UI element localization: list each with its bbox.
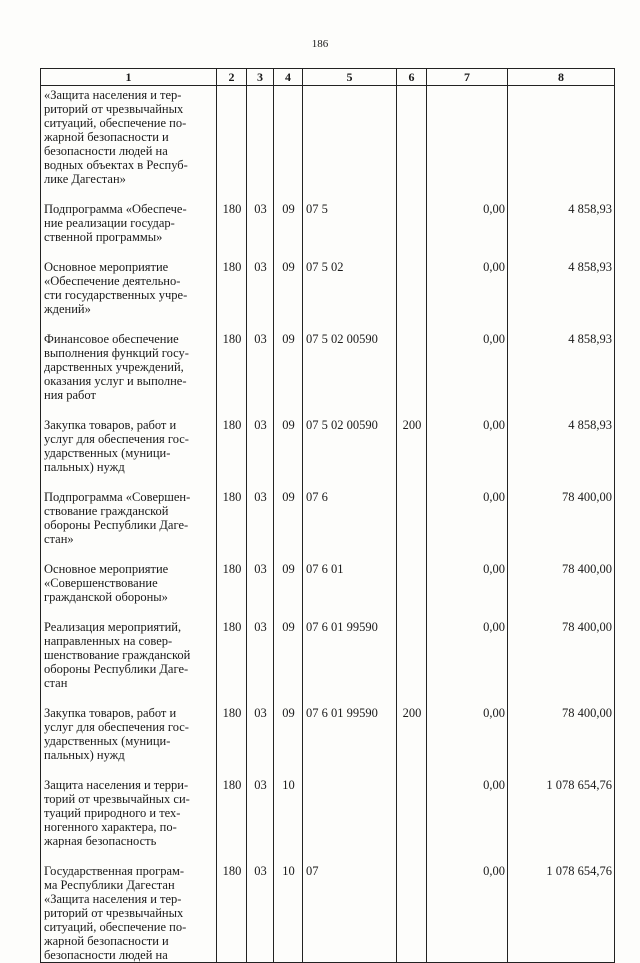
target-article-cell: 07 5 02 xyxy=(303,258,397,330)
admin-code-cell: 180 xyxy=(217,618,247,704)
target-article-cell: 07 6 01 xyxy=(303,560,397,618)
section-cell: 03 xyxy=(247,776,274,862)
item-name-line: дарственных учреждений, xyxy=(44,360,184,374)
table-row xyxy=(41,618,615,704)
subsection-cell: 09 xyxy=(274,560,303,618)
column-header-2: 2 xyxy=(217,69,247,86)
admin-code-cell: 180 xyxy=(217,416,247,488)
item-name-line: Реализация мероприятий, xyxy=(44,620,182,634)
target-article-cell: 07 5 xyxy=(303,200,397,258)
expense-type-cell: 200 xyxy=(397,704,427,776)
section-cell: 03 xyxy=(247,200,274,258)
amount-col7-cell: 0,00 xyxy=(427,776,508,862)
amount-col7-cell: 0,00 xyxy=(427,618,508,704)
item-name-line: ногенного характера, по- xyxy=(44,820,177,834)
item-name-line: торий от чрезвычайных си- xyxy=(44,792,190,806)
item-name-line: ударственных (муници- xyxy=(44,446,171,460)
item-name-line: «Защита населения и тер- xyxy=(44,892,182,906)
item-name-line: стан xyxy=(44,676,68,690)
item-name-line: «Защита населения и тер- xyxy=(44,88,182,102)
section-cell: 03 xyxy=(247,416,274,488)
target-article-cell: 07 6 01 99590 xyxy=(303,618,397,704)
target-article-cell xyxy=(303,86,397,201)
amount-col8-cell: 1 078 654,76 xyxy=(508,862,615,963)
admin-code-cell: 180 xyxy=(217,560,247,618)
item-name-line: обороны Республики Даге- xyxy=(44,662,189,676)
item-name-cell xyxy=(41,488,217,560)
item-name-line: ударственных (муници- xyxy=(44,734,171,748)
expense-type-cell xyxy=(397,618,427,704)
item-name-cell xyxy=(41,618,217,704)
admin-code-cell: 180 xyxy=(217,258,247,330)
item-name-line: Закупка товаров, работ и xyxy=(44,706,177,720)
amount-col7-cell: 0,00 xyxy=(427,258,508,330)
item-name-line: безопасности людей на xyxy=(44,948,168,962)
amount-col8-cell: 78 400,00 xyxy=(508,560,615,618)
item-name-line: «Обеспечение деятельно- xyxy=(44,274,181,288)
subsection-cell: 09 xyxy=(274,618,303,704)
item-name-line: ние реализации государ- xyxy=(44,216,175,230)
target-article-cell xyxy=(303,776,397,862)
item-name-line: пальных) нужд xyxy=(44,748,125,762)
item-name-line: ситуаций, обеспечение по- xyxy=(44,920,187,934)
expense-type-cell xyxy=(397,488,427,560)
amount-col7-cell: 0,00 xyxy=(427,704,508,776)
item-name-cell xyxy=(41,862,217,963)
amount-col8-cell: 78 400,00 xyxy=(508,618,615,704)
item-name-line: гражданской обороны» xyxy=(44,590,168,604)
item-name-line: стан» xyxy=(44,532,74,546)
item-name-line: сти государственных учре- xyxy=(44,288,188,302)
subsection-cell: 09 xyxy=(274,330,303,416)
expense-type-cell xyxy=(397,776,427,862)
amount-col8-cell xyxy=(508,86,615,201)
item-name-line: ждений» xyxy=(44,302,91,316)
subsection-cell: 09 xyxy=(274,258,303,330)
item-name-line: «Совершенствование xyxy=(44,576,158,590)
item-name-line: ния работ xyxy=(44,388,96,402)
header-row xyxy=(41,69,615,86)
expense-type-cell xyxy=(397,200,427,258)
expense-type-cell xyxy=(397,330,427,416)
item-name-line: жарная безопасность xyxy=(44,834,157,848)
item-name-line: ситуаций, обеспечение по- xyxy=(44,116,187,130)
amount-col7-cell: 0,00 xyxy=(427,416,508,488)
item-name-line: Основное мероприятие xyxy=(44,260,169,274)
item-name-cell xyxy=(41,416,217,488)
target-article-cell: 07 6 01 99590 xyxy=(303,704,397,776)
item-name-line: Государственная програм- xyxy=(44,864,185,878)
item-name-cell xyxy=(41,330,217,416)
column-header-7: 7 xyxy=(427,69,508,86)
section-cell: 03 xyxy=(247,618,274,704)
item-name-line: Основное мероприятие xyxy=(44,562,169,576)
admin-code-cell: 180 xyxy=(217,862,247,963)
item-name-line: жарной безопасности и xyxy=(44,130,169,144)
target-article-cell: 07 6 xyxy=(303,488,397,560)
item-name-line: риторий от чрезвычайных xyxy=(44,102,184,116)
table-row xyxy=(41,258,615,330)
item-name-line: оказания услуг и выполне- xyxy=(44,374,187,388)
expense-type-cell xyxy=(397,862,427,963)
amount-col8-cell: 4 858,93 xyxy=(508,200,615,258)
table-body xyxy=(41,86,615,963)
column-header-3: 3 xyxy=(247,69,274,86)
amount-col7-cell: 0,00 xyxy=(427,200,508,258)
table-row xyxy=(41,776,615,862)
item-name-line: пальных) нужд xyxy=(44,460,125,474)
target-article-cell: 07 xyxy=(303,862,397,963)
column-header-1: 1 xyxy=(41,69,217,86)
item-name-line: Финансовое обеспечение xyxy=(44,332,179,346)
amount-col8-cell: 1 078 654,76 xyxy=(508,776,615,862)
section-cell: 03 xyxy=(247,488,274,560)
table-row xyxy=(41,862,615,963)
column-header-4: 4 xyxy=(274,69,303,86)
amount-col7-cell: 0,00 xyxy=(427,560,508,618)
admin-code-cell xyxy=(217,86,247,201)
item-name-line: Закупка товаров, работ и xyxy=(44,418,177,432)
item-name-line: шенствование гражданской xyxy=(44,648,191,662)
subsection-cell xyxy=(274,86,303,201)
subsection-cell: 10 xyxy=(274,776,303,862)
table-row xyxy=(41,560,615,618)
subsection-cell: 10 xyxy=(274,862,303,963)
item-name-line: услуг для обеспечения гос- xyxy=(44,720,189,734)
budget-table xyxy=(40,68,615,963)
item-name-cell xyxy=(41,200,217,258)
amount-col8-cell: 78 400,00 xyxy=(508,704,615,776)
item-name-line: Подпрограмма «Обеспече- xyxy=(44,202,187,216)
page-number: 186 xyxy=(311,38,329,50)
target-article-cell: 07 5 02 00590 xyxy=(303,416,397,488)
item-name-line: услуг для обеспечения гос- xyxy=(44,432,189,446)
section-cell: 03 xyxy=(247,258,274,330)
column-header-5: 5 xyxy=(303,69,397,86)
item-name-line: Подпрограмма «Совершен- xyxy=(44,490,191,504)
item-name-line: безопасности людей на xyxy=(44,144,168,158)
item-name-line: ственной программы» xyxy=(44,230,163,244)
table-row xyxy=(41,704,615,776)
subsection-cell: 09 xyxy=(274,488,303,560)
target-article-cell: 07 5 02 00590 xyxy=(303,330,397,416)
section-cell: 03 xyxy=(247,330,274,416)
amount-col8-cell: 4 858,93 xyxy=(508,258,615,330)
item-name-line: ствование гражданской xyxy=(44,504,169,518)
section-cell xyxy=(247,86,274,201)
subsection-cell: 09 xyxy=(274,416,303,488)
item-name-line: ма Республики Дагестан xyxy=(44,878,175,892)
item-name-line: водных объектах в Респуб- xyxy=(44,158,188,172)
table-row xyxy=(41,200,615,258)
table-row xyxy=(41,86,615,201)
section-cell: 03 xyxy=(247,704,274,776)
section-cell: 03 xyxy=(247,862,274,963)
item-name-cell xyxy=(41,258,217,330)
expense-type-cell xyxy=(397,560,427,618)
item-name-cell xyxy=(41,776,217,862)
item-name-line: туаций природного и тех- xyxy=(44,806,181,820)
column-header-6: 6 xyxy=(397,69,427,86)
item-name-line: Защита населения и терри- xyxy=(44,778,189,792)
item-name-cell xyxy=(41,560,217,618)
subsection-cell: 09 xyxy=(274,200,303,258)
expense-type-cell: 200 xyxy=(397,416,427,488)
table-row xyxy=(41,416,615,488)
item-name-cell xyxy=(41,86,217,201)
admin-code-cell: 180 xyxy=(217,776,247,862)
table-row xyxy=(41,488,615,560)
column-header-8: 8 xyxy=(508,69,615,86)
subsection-cell: 09 xyxy=(274,704,303,776)
expense-type-cell xyxy=(397,258,427,330)
item-name-line: направленных на совер- xyxy=(44,634,173,648)
amount-col8-cell: 78 400,00 xyxy=(508,488,615,560)
item-name-line: риторий от чрезвычайных xyxy=(44,906,184,920)
amount-col7-cell: 0,00 xyxy=(427,862,508,963)
item-name-line: жарной безопасности и xyxy=(44,934,169,948)
admin-code-cell: 180 xyxy=(217,488,247,560)
table-row xyxy=(41,330,615,416)
admin-code-cell: 180 xyxy=(217,330,247,416)
item-name-line: выполнения функций госу- xyxy=(44,346,189,360)
expense-type-cell xyxy=(397,86,427,201)
amount-col7-cell xyxy=(427,86,508,201)
item-name-line: лике Дагестан» xyxy=(44,172,126,186)
item-name-line: обороны Республики Даге- xyxy=(44,518,189,532)
amount-col8-cell: 4 858,93 xyxy=(508,416,615,488)
admin-code-cell: 180 xyxy=(217,704,247,776)
amount-col7-cell: 0,00 xyxy=(427,330,508,416)
amount-col8-cell: 4 858,93 xyxy=(508,330,615,416)
section-cell: 03 xyxy=(247,560,274,618)
amount-col7-cell: 0,00 xyxy=(427,488,508,560)
item-name-cell xyxy=(41,704,217,776)
admin-code-cell: 180 xyxy=(217,200,247,258)
